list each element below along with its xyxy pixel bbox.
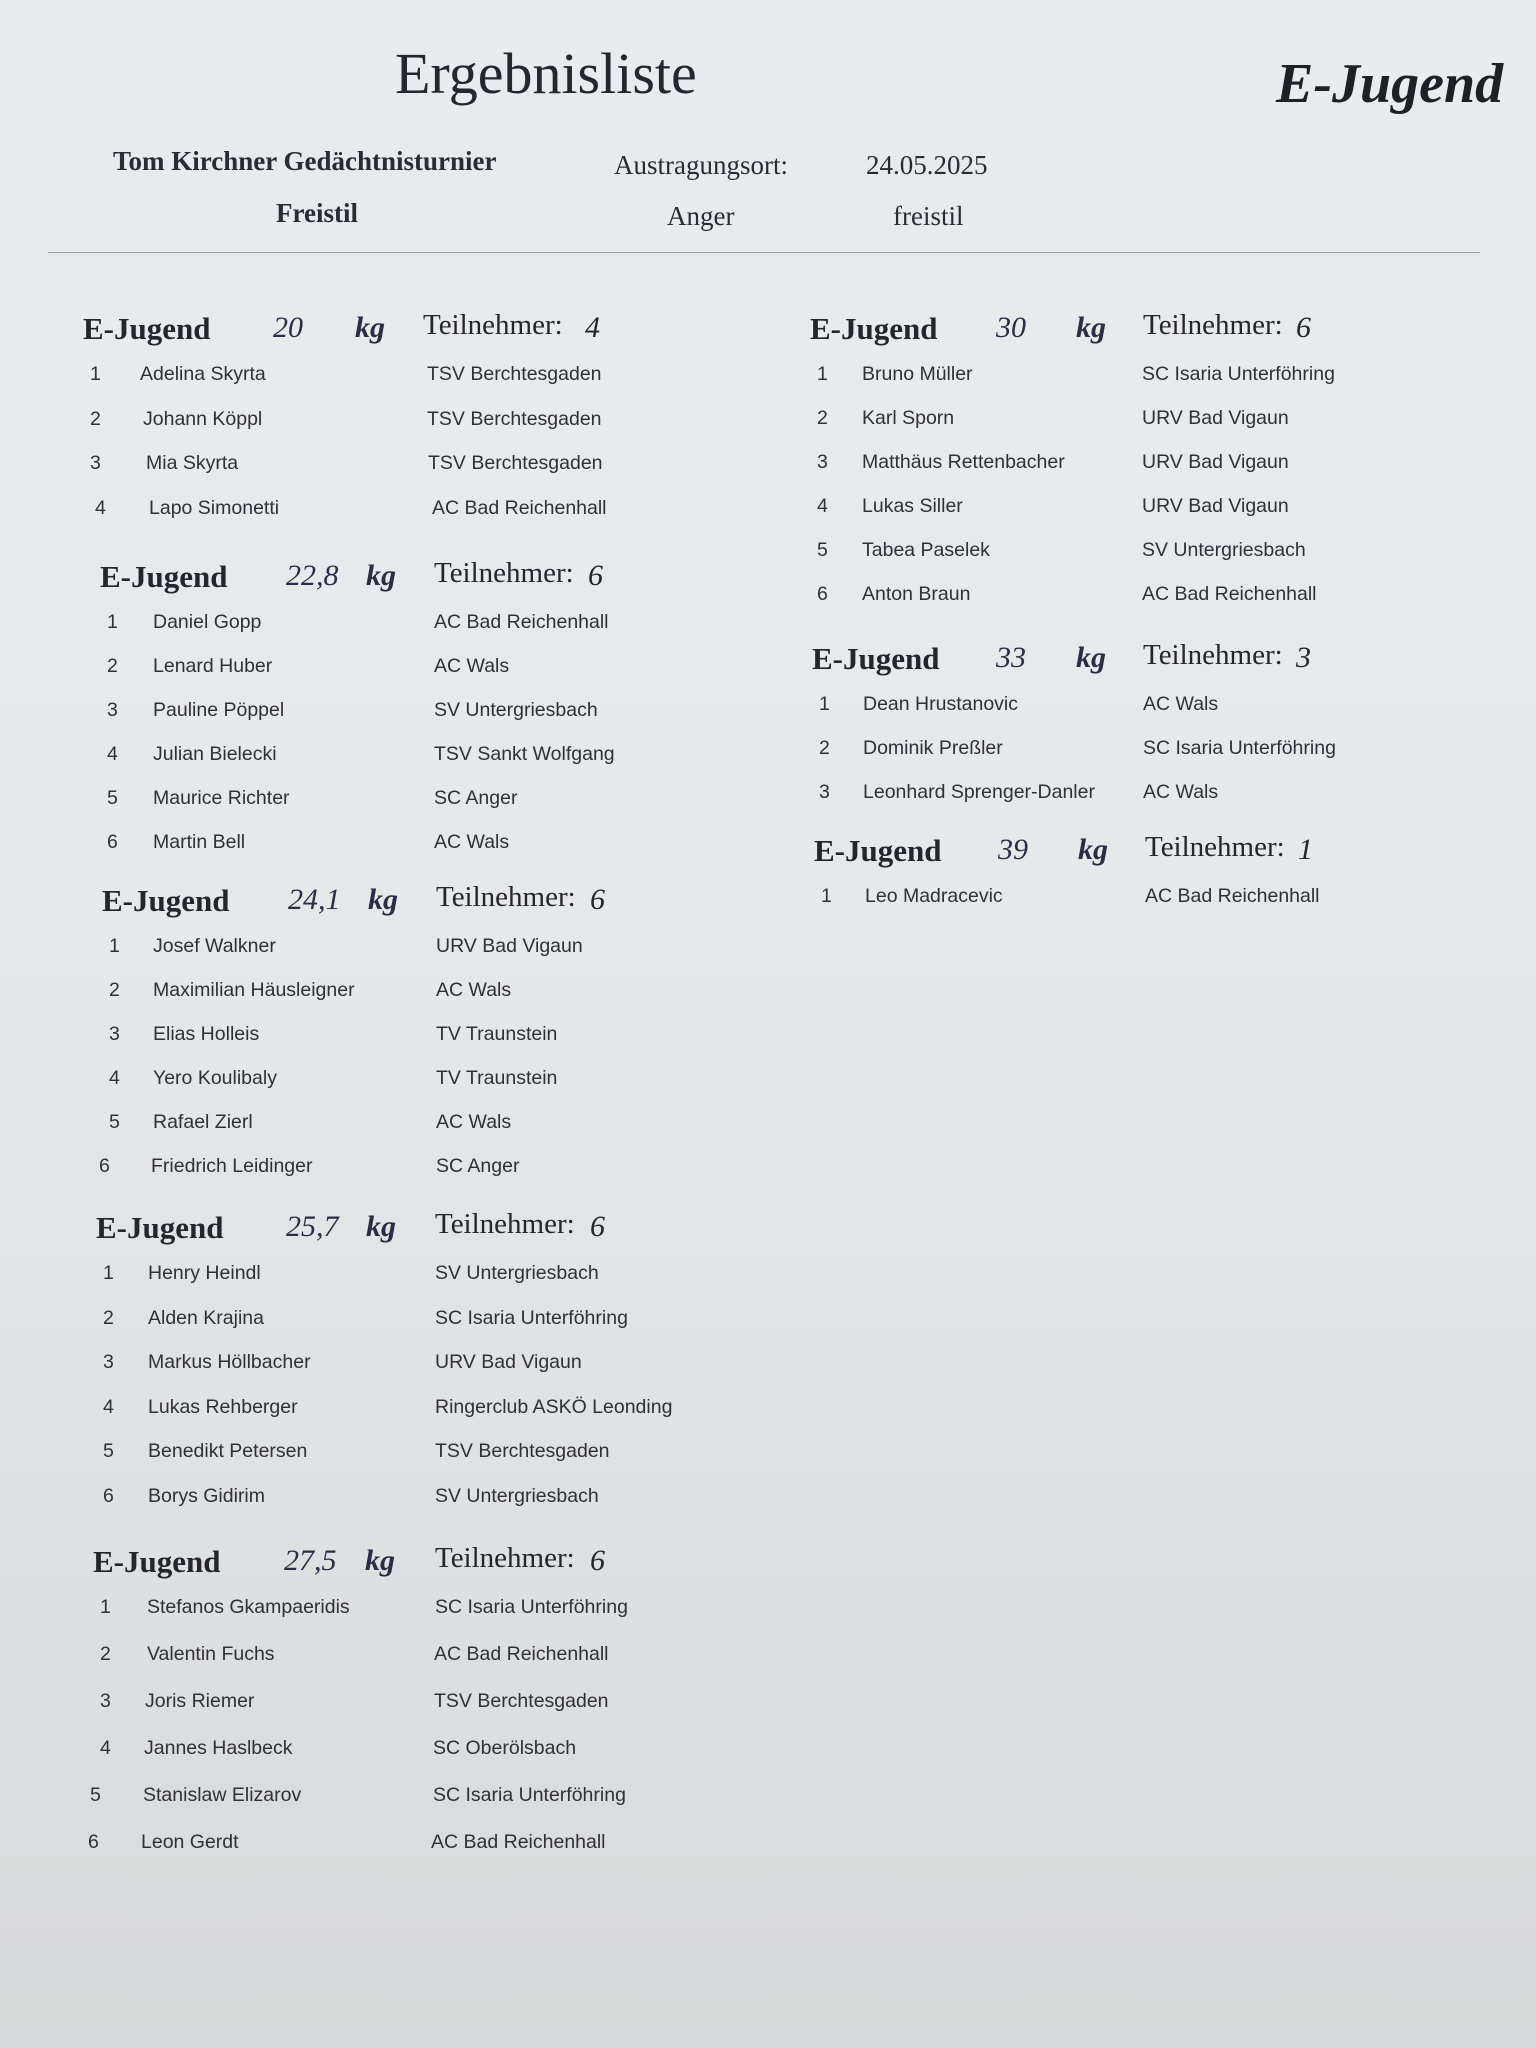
club-name: AC Wals [434,831,510,853]
result-row [96,1343,736,1388]
rank: 4 [109,1067,120,1089]
section-header [102,877,742,927]
venue-name: Anger [667,201,735,231]
club-name: URV Bad Vigaun [1142,495,1289,517]
club-name: SC Isaria Unterföhring [435,1596,628,1618]
rank: 6 [107,831,118,853]
club-name: TSV Berchtesgaden [427,407,602,430]
weight-unit: kg [368,883,398,916]
result-row [102,1059,742,1103]
club-name: SC Isaria Unterföhring [1143,737,1336,759]
rank: 1 [817,363,828,385]
club-name: SC Isaria Unterföhring [433,1784,626,1806]
rank: 2 [107,655,118,677]
club-name: AC Bad Reichenhall [434,1643,609,1665]
rank: 2 [817,407,828,429]
result-row [810,531,1450,575]
section-header [810,305,1450,355]
weight-value: 39 [998,833,1028,866]
result-row [810,355,1450,399]
club-name: URV Bad Vigaun [1142,407,1289,429]
participants-count: 1 [1298,833,1313,866]
section-header [812,635,1452,685]
class-label: E-Jugend [812,641,940,676]
participants-count: 6 [590,1210,605,1243]
rank: 4 [107,743,118,765]
weight-class-20 [83,305,723,533]
rank: 6 [99,1155,110,1177]
venue-label: Austragungsort: [614,150,788,180]
section-header [96,1204,736,1254]
club-name: AC Wals [436,1111,512,1133]
class-label: E-Jugend [102,883,230,918]
athlete-name: Yero Koulibaly [153,1067,277,1089]
result-row [100,691,740,735]
rank: 5 [90,1784,101,1806]
result-row [93,1729,733,1776]
result-row [812,685,1452,729]
rank: 1 [100,1596,111,1618]
club-name: SV Untergriesbach [1142,539,1306,561]
result-row [810,487,1450,531]
athlete-name: Joris Riemer [145,1690,255,1712]
athlete-name: Daniel Gopp [153,611,262,633]
wrestling-style-lower: freistil [893,201,964,231]
participants-label: Teilnehmer: [435,1208,575,1240]
weight-unit: kg [355,311,385,344]
athlete-name: Dominik Preßler [863,737,1003,759]
participants-label: Teilnehmer: [1143,639,1283,671]
club-name: AC Wals [436,979,512,1001]
result-row [96,1254,736,1299]
weight-unit: kg [1076,311,1106,344]
club-name: TV Traunstein [436,1067,558,1089]
weight-unit: kg [366,1210,396,1243]
participants-count: 6 [1296,311,1311,344]
participants-count: 6 [588,559,603,592]
rank: 2 [109,979,120,1001]
club-name: TSV Berchtesgaden [427,363,602,385]
result-row [83,355,723,400]
athlete-name: Leonhard Sprenger-Danler [863,781,1095,803]
weight-class-39 [814,827,1454,922]
result-row [83,489,723,534]
weight-value: 20 [273,311,303,344]
rank: 5 [817,539,828,561]
class-label: E-Jugend [93,1544,221,1579]
result-row [93,1682,733,1729]
athlete-name: Alden Krajina [148,1306,264,1329]
weight-value: 30 [996,311,1026,344]
result-row [100,779,740,823]
result-row [102,927,742,971]
result-row [810,399,1450,443]
club-name: URV Bad Vigaun [435,1351,582,1374]
result-row [810,575,1450,619]
rank: 3 [90,452,101,475]
rank: 2 [100,1643,111,1665]
weight-value: 25,7 [286,1210,339,1243]
club-name: Ringerclub ASKÖ Leonding [435,1395,673,1418]
athlete-name: Matthäus Rettenbacher [862,451,1065,473]
athlete-name: Maurice Richter [153,787,290,809]
athlete-name: Adelina Skyrta [140,363,266,385]
club-name: AC Wals [434,655,510,677]
class-label: E-Jugend [100,559,228,594]
club-name: SC Isaria Unterföhring [435,1306,628,1329]
rank: 3 [107,699,118,721]
header-divider [48,252,1480,253]
result-row [100,647,740,691]
weight-class-22-8 [100,553,740,867]
section-header [93,1538,733,1588]
class-label: E-Jugend [83,311,211,346]
athlete-name: Borys Gidirim [148,1484,266,1507]
participants-label: Teilnehmer: [434,557,574,589]
section-header [100,553,740,603]
participants-count: 3 [1296,641,1311,674]
result-row [96,1299,736,1344]
athlete-name: Stanislaw Elizarov [143,1784,302,1806]
athlete-name: Lapo Simonetti [149,496,280,519]
class-label: E-Jugend [96,1210,224,1245]
rank: 2 [819,737,830,759]
result-row [102,1103,742,1147]
rank: 1 [90,363,101,385]
weight-unit: kg [1076,641,1106,674]
participants-label: Teilnehmer: [423,309,563,341]
club-name: AC Wals [1143,693,1219,715]
result-row [812,729,1452,773]
result-row [90,1776,733,1823]
weight-unit: kg [366,559,396,592]
club-name: TSV Berchtesgaden [428,452,603,475]
club-name: AC Bad Reichenhall [431,1831,606,1853]
rank: 2 [103,1306,114,1329]
rank: 6 [817,583,828,605]
participants-label: Teilnehmer: [1143,309,1283,341]
weight-class-25-7 [96,1204,736,1522]
club-name: SC Anger [434,787,518,809]
athlete-name: Julian Bielecki [153,743,277,765]
wrestling-style: Freistil [276,198,358,228]
result-row [93,1635,733,1682]
athlete-name: Lukas Siller [862,495,963,517]
weight-value: 27,5 [284,1544,337,1577]
athlete-name: Tabea Paselek [862,539,990,561]
club-name: AC Bad Reichenhall [1145,885,1320,907]
athlete-name: Friedrich Leidinger [151,1155,313,1177]
athlete-name: Henry Heindl [148,1262,261,1284]
club-name: AC Wals [1143,781,1219,803]
club-name: URV Bad Vigaun [1142,451,1289,473]
participants-count: 6 [590,883,605,916]
rank: 3 [103,1351,114,1374]
rank: 1 [107,611,118,633]
section-header [83,305,723,355]
result-row [100,735,740,779]
rank: 1 [109,935,120,957]
club-name: SV Untergriesbach [434,699,598,721]
club-name: SC Anger [436,1155,520,1177]
rank: 3 [817,451,828,473]
rank: 4 [95,496,106,519]
page-title: Ergebnisliste [395,41,697,106]
result-row [100,823,740,867]
athlete-name: Benedikt Petersen [148,1440,308,1463]
club-name: TSV Sankt Wolfgang [434,743,615,765]
club-name: URV Bad Vigaun [436,935,583,957]
tournament-name: Tom Kirchner Gedächtnisturnier [113,146,497,176]
club-name: TV Traunstein [436,1023,558,1045]
rank: 4 [103,1395,114,1418]
athlete-name: Josef Walkner [153,935,276,957]
athlete-name: Lukas Rehberger [148,1395,298,1418]
athlete-name: Anton Braun [862,583,971,605]
weight-value: 22,8 [286,559,339,592]
rank: 5 [109,1111,120,1133]
rank: 6 [88,1831,99,1853]
participants-count: 6 [590,1544,605,1577]
result-row [83,444,723,489]
rank: 5 [107,787,118,809]
club-name: SV Untergriesbach [435,1484,599,1507]
rank: 2 [90,407,101,430]
club-name: TSV Berchtesgaden [435,1440,610,1463]
club-name: AC Bad Reichenhall [434,611,609,633]
athlete-name: Karl Sporn [862,407,955,429]
section-header [814,827,1454,877]
athlete-name: Markus Höllbacher [148,1351,311,1374]
participants-label: Teilnehmer: [435,1542,575,1574]
rank: 1 [819,693,830,715]
rank: 1 [821,885,832,907]
participants-label: Teilnehmer: [1145,831,1285,863]
weight-class-24-1 [99,877,742,1191]
athlete-name: Elias Holleis [153,1023,260,1045]
weight-unit: kg [365,1544,395,1577]
result-row [102,971,742,1015]
club-name: AC Bad Reichenhall [1142,583,1317,605]
result-row [99,1147,742,1191]
athlete-name: Martin Bell [153,831,246,853]
weight-unit: kg [1078,833,1108,866]
weight-value: 24,1 [288,883,341,916]
club-name: AC Bad Reichenhall [432,496,607,519]
result-row [102,1015,742,1059]
athlete-name: Stefanos Gkampaeridis [147,1596,350,1618]
athlete-name: Rafael Zierl [153,1111,253,1133]
athlete-name: Jannes Haslbeck [144,1737,293,1759]
athlete-name: Johann Köppl [143,407,263,430]
club-name: SC Oberölsbach [433,1737,577,1759]
result-row [93,1588,733,1635]
club-name: SC Isaria Unterföhring [1142,363,1335,385]
result-row [812,773,1452,817]
athlete-name: Maximilian Häusleigner [153,979,355,1001]
result-row [814,877,1454,922]
class-label: E-Jugend [814,833,942,868]
club-name: SV Untergriesbach [435,1262,599,1284]
weight-class-27-5 [88,1538,733,1870]
athlete-name: Dean Hrustanovic [863,693,1018,715]
result-row [810,443,1450,487]
event-date: 24.05.2025 [866,150,988,180]
class-label: E-Jugend [810,311,938,346]
rank: 4 [100,1737,111,1759]
rank: 3 [819,781,830,803]
result-row [96,1432,736,1477]
athlete-name: Pauline Pöppel [153,699,285,721]
result-row [100,603,740,647]
rank: 4 [817,495,828,517]
rank: 6 [103,1484,114,1507]
weight-class-33 [812,635,1452,817]
weight-value: 33 [996,641,1026,674]
category-title: E-Jugend [1276,53,1504,115]
rank: 5 [103,1440,114,1463]
participants-count: 4 [585,311,600,344]
athlete-name: Bruno Müller [862,363,973,385]
rank: 3 [100,1690,111,1712]
result-row [96,1477,736,1522]
athlete-name: Leon Gerdt [141,1831,239,1853]
result-row [96,1388,736,1433]
rank: 3 [109,1023,120,1045]
athlete-name: Valentin Fuchs [147,1643,275,1665]
rank: 1 [103,1262,114,1284]
result-row [88,1823,733,1870]
club-name: TSV Berchtesgaden [434,1690,609,1712]
athlete-name: Leo Madracevic [865,885,1003,907]
athlete-name: Lenard Huber [153,655,273,677]
weight-class-30 [810,305,1450,619]
athlete-name: Mia Skyrta [146,452,239,475]
participants-label: Teilnehmer: [436,881,576,913]
result-row [83,400,723,445]
